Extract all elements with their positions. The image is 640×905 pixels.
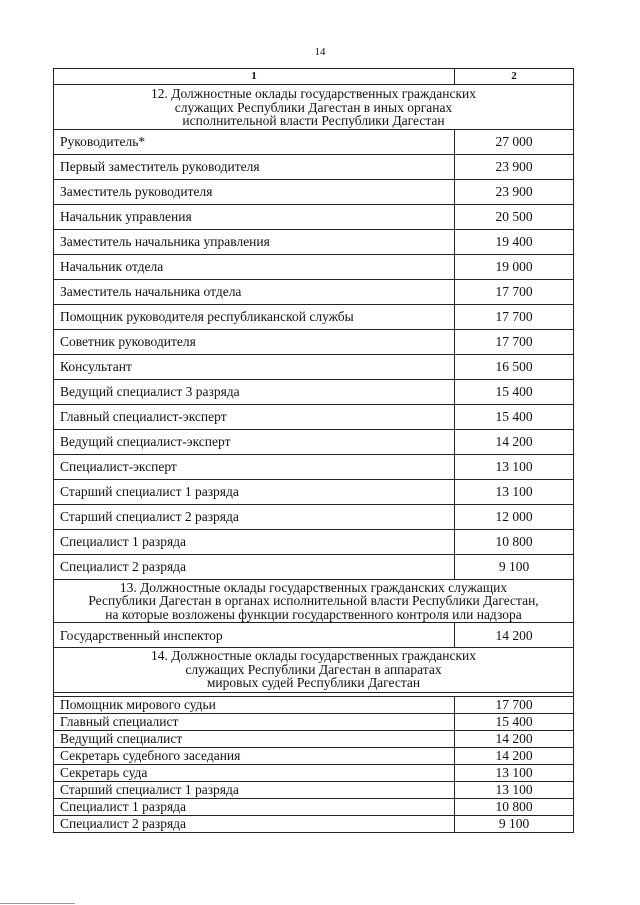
table-row — [54, 304, 574, 329]
section-title-line: исполнительной власти Республики Дагестан — [182, 113, 445, 128]
position-cell: Руководитель* — [54, 129, 455, 154]
position-cell: Помощник руководителя республиканской службы — [54, 304, 455, 329]
table-row — [54, 730, 574, 747]
section-title-line: 12. Должностные оклады государственных гражданских — [151, 86, 476, 101]
salary-cell: 16 500 — [455, 354, 574, 379]
salary-cell: 14 200 — [455, 429, 574, 454]
salary-cell: 17 700 — [455, 279, 574, 304]
position-cell: Старший специалист 2 разряда — [54, 504, 455, 529]
section-title-line: служащих Республики Дагестан в аппаратах — [185, 661, 442, 677]
position-cell: Специалист-эксперт — [54, 454, 455, 479]
salary-table-body — [54, 69, 574, 833]
section-title-line: на которые возложены функции государственного контроля или надзора — [105, 606, 522, 622]
salary-cell: 17 700 — [455, 304, 574, 329]
table-row — [54, 798, 574, 815]
table-row — [54, 379, 574, 404]
position-cell: Помощник мирового судьи — [54, 696, 455, 713]
position-cell: Консультант — [54, 354, 455, 379]
footer-rule — [0, 903, 75, 904]
salary-cell: 13 100 — [455, 781, 574, 798]
salary-cell: 13 100 — [455, 764, 574, 781]
table-row — [54, 696, 574, 713]
salary-cell: 13 100 — [455, 454, 574, 479]
position-cell: Старший специалист 1 разряда — [54, 781, 455, 798]
salary-cell: 23 900 — [455, 154, 574, 179]
salary-cell: 13 100 — [455, 479, 574, 504]
table-row — [54, 279, 574, 304]
salary-cell: 20 500 — [455, 204, 574, 229]
table-row — [54, 204, 574, 229]
position-cell: Главный специалист-эксперт — [54, 404, 455, 429]
table-row — [54, 504, 574, 529]
table-row — [54, 354, 574, 379]
position-cell: Специалист 1 разряда — [54, 798, 455, 815]
table-row — [54, 429, 574, 454]
position-cell: Секретарь судебного заседания — [54, 747, 455, 764]
salary-cell: 10 800 — [455, 529, 574, 554]
page-number: 14 — [314, 46, 326, 58]
position-cell: Советник руководителя — [54, 329, 455, 354]
salary-cell: 10 800 — [455, 798, 574, 815]
salary-cell: 19 400 — [455, 229, 574, 254]
salary-cell: 14 200 — [455, 747, 574, 764]
table-row — [54, 529, 574, 554]
salary-cell: 9 100 — [455, 554, 574, 579]
section-title — [54, 85, 574, 130]
column-header-1: 1 — [54, 69, 455, 85]
table-row — [54, 454, 574, 479]
position-cell: Заместитель руководителя — [54, 179, 455, 204]
table-row — [54, 229, 574, 254]
table-row — [54, 404, 574, 429]
section-title-row — [54, 648, 574, 693]
position-cell: Специалист 1 разряда — [54, 529, 455, 554]
section-title-line: 14. Должностные оклады государственных гражданских — [151, 648, 476, 663]
table-row — [54, 254, 574, 279]
position-cell: Начальник отдела — [54, 254, 455, 279]
salary-cell: 17 700 — [455, 329, 574, 354]
table-row — [54, 179, 574, 204]
table-row — [54, 747, 574, 764]
table-row — [54, 554, 574, 579]
position-cell: Главный специалист — [54, 713, 455, 730]
position-cell: Специалист 2 разряда — [54, 554, 455, 579]
position-cell: Государственный инспектор — [54, 623, 455, 648]
salary-cell: 14 200 — [455, 623, 574, 648]
position-cell: Ведущий специалист 3 разряда — [54, 379, 455, 404]
table-row — [54, 815, 574, 832]
salary-cell: 27 000 — [455, 129, 574, 154]
table-row — [54, 713, 574, 730]
section-title-line: Республики Дагестан в органах исполнительной власти Республики Дагестан, — [88, 593, 539, 608]
table-row — [54, 764, 574, 781]
section-title — [54, 648, 574, 693]
table-row — [54, 623, 574, 648]
table-row — [54, 154, 574, 179]
table-row — [54, 479, 574, 504]
section-title-line: 13. Должностные оклады государственных гражданских служащих — [119, 579, 508, 595]
section-title — [54, 579, 574, 623]
position-cell: Начальник управления — [54, 204, 455, 229]
section-title-line: мировых судей Республики Дагестан — [206, 675, 421, 690]
position-cell: Ведущий специалист-эксперт — [54, 429, 455, 454]
position-cell: Заместитель начальника управления — [54, 229, 455, 254]
column-header-2: 2 — [455, 69, 574, 85]
section-title-row — [54, 85, 574, 130]
salary-cell: 17 700 — [455, 696, 574, 713]
table-row — [54, 329, 574, 354]
salary-cell: 14 200 — [455, 730, 574, 747]
position-cell: Старший специалист 1 разряда — [54, 479, 455, 504]
salary-cell: 19 000 — [455, 254, 574, 279]
table-row — [54, 781, 574, 798]
position-cell: Заместитель начальника отдела — [54, 279, 455, 304]
section-title-row — [54, 579, 574, 623]
position-cell: Секретарь суда — [54, 764, 455, 781]
position-cell: Специалист 2 разряда — [54, 815, 455, 832]
table-header-row — [54, 69, 574, 85]
section-title-line: служащих Республики Дагестан в иных органах — [174, 99, 453, 115]
position-cell: Первый заместитель руководителя — [54, 154, 455, 179]
table-row — [54, 129, 574, 154]
salary-table — [53, 68, 574, 833]
salary-cell: 23 900 — [455, 179, 574, 204]
position-cell: Ведущий специалист — [54, 730, 455, 747]
salary-cell: 9 100 — [455, 815, 574, 832]
salary-cell: 12 000 — [455, 504, 574, 529]
salary-cell: 15 400 — [455, 713, 574, 730]
salary-cell: 15 400 — [455, 379, 574, 404]
salary-cell: 15 400 — [455, 404, 574, 429]
